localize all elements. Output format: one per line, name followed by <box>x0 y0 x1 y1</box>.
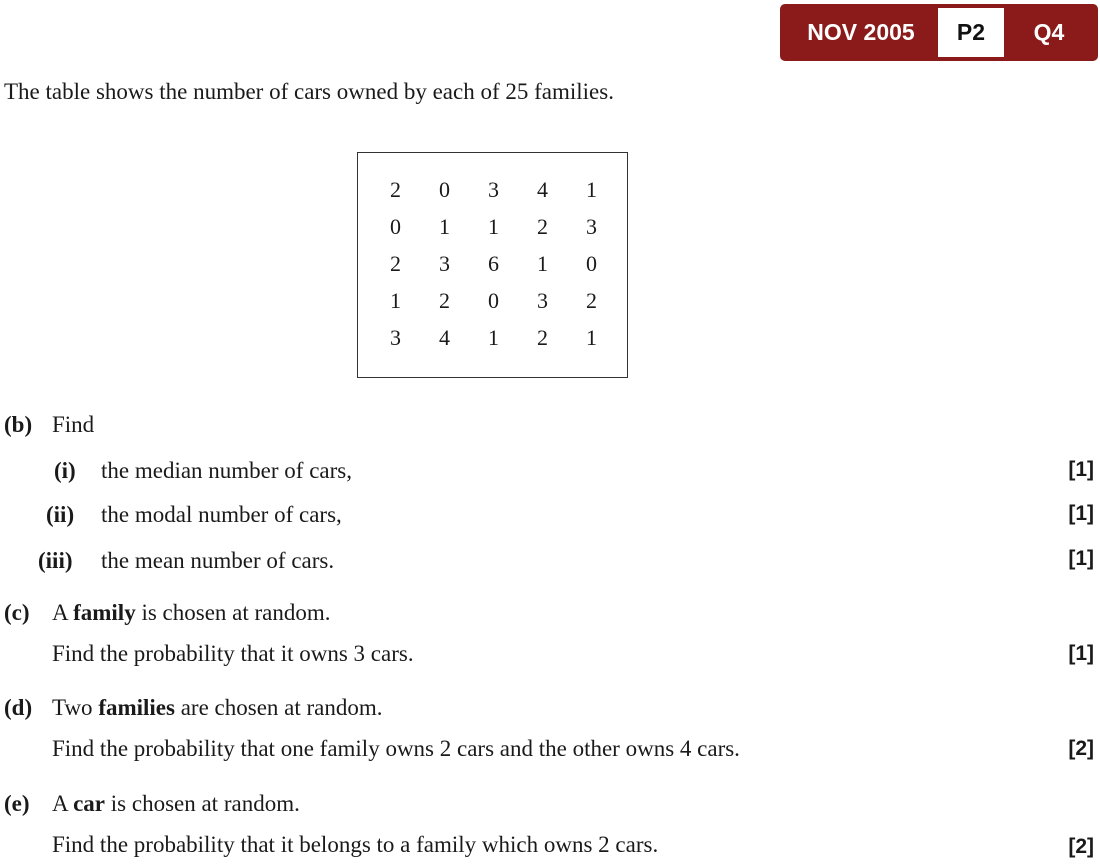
table-cell: 2 <box>390 177 401 202</box>
table-cell: 0 <box>390 214 401 239</box>
part-c-line1-post: is chosen at random. <box>135 600 331 625</box>
part-c-line1-pre: A <box>52 600 74 625</box>
question-number-label: Q4 <box>1033 19 1065 45</box>
part-c-line1 <box>52 599 331 627</box>
table-cell: 2 <box>586 288 597 313</box>
cars-data-table <box>357 152 628 378</box>
part-b-i-label: (i) <box>54 458 76 483</box>
table-cell: 1 <box>586 177 597 202</box>
question-intro: The table shows the number of cars owned by each of 25 families. <box>4 79 614 104</box>
table-cell: 0 <box>439 177 450 202</box>
table-cell: 0 <box>586 251 597 276</box>
table-cell: 3 <box>488 177 499 202</box>
part-d-label: (d) <box>4 695 33 720</box>
part-d-line1 <box>52 694 383 722</box>
part-c-line2: Find the probability that it owns 3 cars. <box>52 641 414 666</box>
part-d-marks: [2] <box>1068 737 1094 760</box>
part-b-label: (b) <box>4 412 33 437</box>
part-c-label: (c) <box>4 600 30 625</box>
part-e-line1-pre: A <box>52 791 74 816</box>
part-d-emphasis: families <box>98 695 175 720</box>
part-b-i-marks: [1] <box>1068 458 1094 481</box>
table-cell: 0 <box>488 288 499 313</box>
table-cell: 1 <box>586 325 597 350</box>
exam-session-label: NOV 2005 <box>807 19 915 45</box>
table-cell: 1 <box>439 214 450 239</box>
part-b-ii-text: the modal number of cars, <box>101 502 342 527</box>
part-c-marks: [1] <box>1068 642 1094 665</box>
part-b-iii-text: the mean number of cars. <box>101 548 335 573</box>
part-b-ii-label: (ii) <box>46 502 75 527</box>
paper-number-label: P2 <box>938 8 1004 57</box>
table-cell: 3 <box>586 214 597 239</box>
part-c-emphasis: family <box>73 600 136 625</box>
table-cell: 2 <box>390 251 401 276</box>
part-d-line1-pre: Two <box>52 695 99 720</box>
table-cell: 1 <box>390 288 401 313</box>
table-cell: 2 <box>537 325 548 350</box>
part-d-line1-post: are chosen at random. <box>174 695 383 720</box>
table-cell: 2 <box>537 214 548 239</box>
part-b-ii-marks: [1] <box>1068 502 1094 525</box>
part-b-iii-marks: [1] <box>1068 547 1094 570</box>
part-d-line2: Find the probability that one family owns 2 cars and the other owns 4 cars. <box>52 736 740 761</box>
table-cell: 3 <box>537 288 548 313</box>
table-cell: 1 <box>488 325 499 350</box>
question-reference-badge <box>780 4 1098 61</box>
table-cell: 3 <box>439 251 450 276</box>
part-b-i-text: the median number of cars, <box>101 458 352 483</box>
cars-data-grid <box>371 175 616 360</box>
part-e-line2: Find the probability that it belongs to a family which owns 2 cars. <box>52 832 659 857</box>
table-cell: 2 <box>439 288 450 313</box>
part-b-text: Find <box>52 412 95 437</box>
part-e-line1 <box>52 790 300 818</box>
part-e-label: (e) <box>4 791 30 816</box>
part-e-line1-post: is chosen at random. <box>105 791 300 816</box>
table-cell: 6 <box>488 251 499 276</box>
part-b-iii-label: (iii) <box>38 548 73 573</box>
part-e-marks: [2] <box>1068 835 1094 858</box>
table-cell: 3 <box>390 325 401 350</box>
table-cell: 4 <box>439 325 450 350</box>
part-e-emphasis: car <box>73 791 106 816</box>
table-cell: 4 <box>537 177 548 202</box>
table-cell: 1 <box>537 251 548 276</box>
table-cell: 1 <box>488 214 499 239</box>
